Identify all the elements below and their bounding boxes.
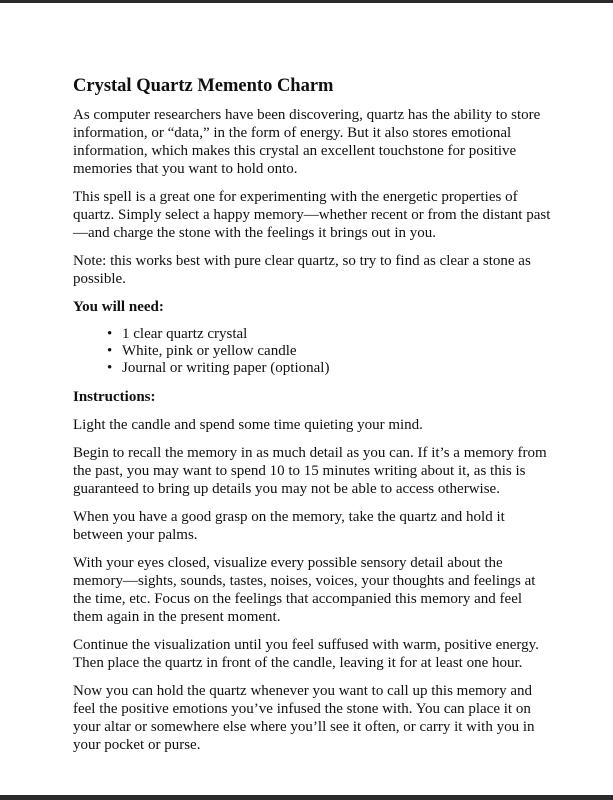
top-border	[0, 0, 613, 3]
list-item	[107, 360, 551, 377]
instruction-paragraph: Light the candle and spend some time quieting your mind.	[73, 417, 423, 433]
instruction-paragraph: Begin to recall the memory in as much detail as you can. If it’s a memory from the past, you may want to spend 10 to 15 minutes writing about it, as this is guaranteed to bring up details you may not be able to access otherwise.	[73, 445, 547, 497]
needs-list	[73, 326, 551, 377]
page-title: Crystal Quartz Memento Charm	[73, 76, 334, 96]
list-item	[107, 343, 551, 360]
bullet-icon: •	[107, 360, 113, 376]
document-page	[73, 74, 551, 764]
list-item-text: White, pink or yellow candle	[122, 343, 297, 359]
bullet-icon: •	[107, 326, 113, 342]
needs-heading: You will need:	[73, 299, 164, 315]
instruction-paragraph: Now you can hold the quartz whenever you want to call up this memory and feel the positive emotions you’ve infused the stone with. You can place it on your altar or somewhere else where you’ll see it often, or carry it with you in your pocket or purse.	[73, 683, 535, 753]
bullet-icon: •	[107, 343, 113, 359]
note-paragraph: Note: this works best with pure clear quartz, so try to find as clear a stone as possible.	[73, 253, 531, 287]
list-item-text: 1 clear quartz crystal	[122, 326, 248, 342]
intro-paragraph: As computer researchers have been discovering, quartz has the ability to store information, or “data,” in the form of energy. But it also stores emotional information, which makes this crystal an excellent touchstone for positive memories that you want to hold onto.	[73, 107, 541, 177]
instructions-heading: Instructions:	[73, 389, 156, 405]
bottom-border	[0, 795, 613, 800]
instruction-paragraph: With your eyes closed, visualize every possible sensory detail about the memory—sights, sounds, tastes, noises, voices, your thoughts and feelings at the time, etc. Focus on the feelings that accompanied this memory and feel them again in the present moment.	[73, 555, 536, 625]
list-item	[107, 326, 551, 343]
instruction-paragraph: When you have a good grasp on the memory, take the quartz and hold it between your palms.	[73, 509, 505, 543]
intro-paragraph: This spell is a great one for experimenting with the energetic properties of quartz. Simply select a happy memory—whether recent or from the distant past—and charge the stone with the feelings it brings out in you.	[73, 189, 551, 241]
list-item-text: Journal or writing paper (optional)	[122, 360, 330, 376]
instruction-paragraph: Continue the visualization until you feel suffused with warm, positive energy. Then place the quartz in front of the candle, leaving it for at least one hour.	[73, 637, 539, 671]
